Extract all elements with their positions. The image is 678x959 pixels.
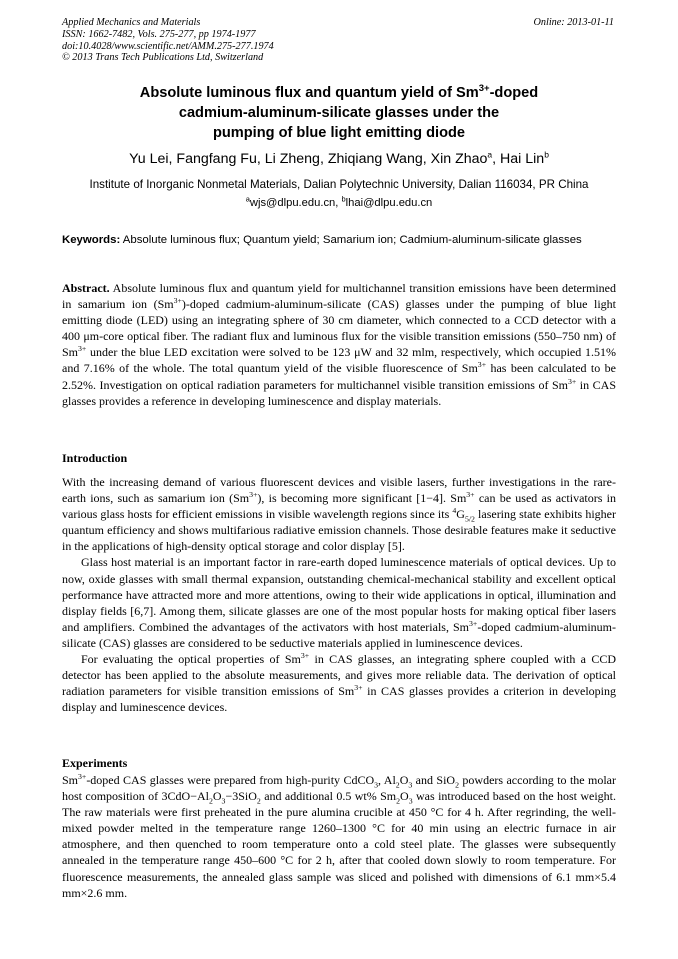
intro-p2-sup: 3+ <box>469 618 478 628</box>
abstract-sup-1: 3+ <box>173 296 182 306</box>
intro-p1-g: G <box>456 507 465 522</box>
title-line2: cadmium-aluminum-silicate glasses under the <box>178 105 500 121</box>
abstract-text-5: in CAS glasses provides a reference in developing luminescence and display materials. <box>62 377 616 408</box>
exp-sub-4: 2 <box>455 780 459 790</box>
intro-p1-sup-2: 3+ <box>466 490 475 500</box>
intro-paragraph-1 <box>62 474 616 554</box>
exp-j: O <box>400 789 409 804</box>
abstract-sup-4: 3+ <box>568 376 577 386</box>
email-a: wjs@dlpu.edu.cn, <box>249 197 342 209</box>
intro-p2-a: Glass host material is an important factor in rare-earth doped luminescence materials of optical devices. Up to now, oxide glasses with small thermal expansion, outstanding chemical-mechanical stability and excellent optical performance have attracted more and more attentions, owing to their wide applications in optical, illumination and display fields [6,7]. Among them, silicate glasses are one of the most popular hosts for making optical fiber lasers and amplifiers. Combined the advantages of the activators with host materials, Sm <box>62 555 616 634</box>
exp-k: was introduced based on the host weight. The raw materials were first preheated in the pure alumina crucible at 450 °C for 4 h. After regrinding, the well-mixed powder melted in the temperature range 1260–1300 °C for 40 min using an electric furnace in air atmosphere, and then quenched to room temperature onto a cold steel plate. The glasses were subsequently annealed in the temperature range 450–600 °C for 2 h, after that cooled down slowly to room temperature. For fluorescence measurements, the annealed glass sample was sliced and polished with dimensions of 6.1 mm×5.4 mm×2.6 mm. <box>62 789 617 900</box>
email-sup-b: b <box>341 194 346 204</box>
issn-line: ISSN: 1662-7482, Vols. 275-277, pp 1974-1977 <box>62 28 256 40</box>
exp-sub-5: 2 <box>208 796 213 806</box>
email-sup-a: a <box>245 194 250 204</box>
author-list <box>62 150 616 168</box>
introduction-heading: Introduction <box>62 451 128 465</box>
abstract <box>62 280 616 409</box>
intro-p3-sup-2: 3+ <box>354 683 363 693</box>
journal-name: Applied Mechanics and Materials <box>62 17 201 28</box>
intro-p1-a: With the increasing demand of various fluorescent devices and visible lasers, further investigations in the rare-earth ions, such as samarium ion (Sm <box>62 475 616 506</box>
online-date: Online: 2013-01-11 <box>533 17 614 28</box>
exp-sub-3: 3 <box>408 780 413 790</box>
exp-f: powders according to the molar host composition of 3CdO−Al <box>62 773 616 804</box>
exp-sub-6: 3 <box>221 796 226 806</box>
journal-header <box>62 17 274 64</box>
abstract-text-2: )-doped cadmium-aluminum-silicate (CAS) glasses under the pumping of blue light emitting diode (LED) using an integrating sphere of 30 cm diameter, which connected to a CCD detector with a 400 μm-core optical fiber. The radiant flux and luminous flux for the visible transition emissions (550–750 nm) of Sm <box>62 297 616 360</box>
exp-a: Sm <box>62 773 79 787</box>
exp-sub-7: 2 <box>256 796 261 806</box>
abstract-text-1: Absolute luminous flux and quantum yield for multichannel transition emissions have been determined in samarium ion (Sm <box>62 281 616 312</box>
exp-h: −3SiO <box>225 789 257 804</box>
authors-sep: , Hai Lin <box>492 151 545 167</box>
intro-p1-b: ), is becoming more significant [1−4]. Sm <box>257 491 467 506</box>
exp-b: -doped CAS glasses were prepared from high-purity CdCO <box>86 773 375 787</box>
keywords-text: Absolute luminous flux; Quantum yield; Samarium ion; Cadmium-aluminum-silicate glasses <box>120 234 582 246</box>
intro-p1-sup-1: 3+ <box>249 490 258 500</box>
intro-p3-b: in CAS glasses, an integrating sphere coupled with a CCD detector has been applied to the absolute measurements, and gives more reliable data. The derivation of optical radiation parameters for visible transition emissions of Sm <box>62 652 616 699</box>
exp-c: , Al <box>378 773 396 787</box>
title-part1: Absolute luminous flux and quantum yield of Sm <box>139 85 479 101</box>
exp-sub-8: 2 <box>396 796 401 806</box>
abstract-text-3: under the blue LED excitation were solved to be 123 μW and 32 mlm, respectively, which occupied 1.51% and 7.16% of the whole. The total quantum yield of the visible fluorescence of Sm <box>62 345 616 376</box>
author-sup-a: a <box>487 149 493 160</box>
intro-paragraph-2 <box>62 554 616 651</box>
exp-sub-9: 3 <box>408 796 413 806</box>
affiliation: Institute of Inorganic Nonmetal Materials, Dalian Polytechnic University, Dalian 116034, PR China <box>89 178 589 191</box>
exp-d: O <box>399 773 409 787</box>
intro-p3-a: For evaluating the optical properties of Sm <box>81 652 301 667</box>
title-sup: 3+ <box>478 83 490 95</box>
doi-line: doi:10.4028/www.scientific.net/AMM.275-277.1974 <box>62 40 274 52</box>
keywords-label: Keywords: <box>62 234 121 246</box>
abstract-sup-3: 3+ <box>477 360 487 370</box>
experiments-body <box>62 772 616 901</box>
intro-p1-c: can be used as activators in various glass hosts for efficient emissions in visible wavelength regions since its <box>62 491 616 522</box>
intro-p3-c: in CAS glasses provides a criterion in developing display and luminescence devices. <box>62 684 616 715</box>
intro-p3-sup-1: 3+ <box>300 651 310 661</box>
exp-e: and SiO <box>412 773 456 787</box>
exp-sup: 3+ <box>78 772 87 781</box>
exp-g: O <box>212 789 222 804</box>
exp-i: and additional 0.5 wt% Sm <box>260 789 397 804</box>
experiments-heading: Experiments <box>62 756 128 770</box>
abstract-sup-2: 3+ <box>78 344 87 354</box>
copyright-line: © 2013 Trans Tech Publications Ltd, Switzerland <box>62 52 264 64</box>
exp-paragraph <box>62 772 616 901</box>
exp-sub-2: 2 <box>395 780 400 790</box>
introduction-body <box>62 474 616 715</box>
intro-p1-d: lasering state exhibits higher quantum efficiency and shows multifarious radiative emission channels. Those desirable features make it seductive in the applications of high-density optical storage and color display [5]. <box>62 507 616 554</box>
intro-p2-b: -doped cadmium-aluminum-silicate (CAS) glasses are considered to be seductive materials applied in luminescence devices. <box>62 619 616 650</box>
title-part2: -doped <box>489 85 539 101</box>
abstract-text-4: has been calculated to be 2.52%. Investigation on optical radiation parameters for multichannel visible transition emissions of Sm <box>62 361 616 392</box>
email-line <box>62 196 616 211</box>
exp-sub-1: 3 <box>374 780 379 790</box>
authors-main: Yu Lei, Fangfang Fu, Li Zheng, Zhiqiang Wang, Xin Zhao <box>129 151 488 167</box>
intro-paragraph-3 <box>62 651 616 715</box>
abstract-label: Abstract. <box>62 281 110 295</box>
paper-title <box>62 83 616 143</box>
title-line3: pumping of blue light emitting diode <box>212 125 466 141</box>
keywords <box>62 233 616 247</box>
author-sup-b: b <box>544 149 549 160</box>
intro-p1-sub: 5/2 <box>464 514 475 524</box>
email-b: lhai@dlpu.edu.cn <box>345 197 433 209</box>
intro-p1-sup-4: 4 <box>452 506 457 516</box>
